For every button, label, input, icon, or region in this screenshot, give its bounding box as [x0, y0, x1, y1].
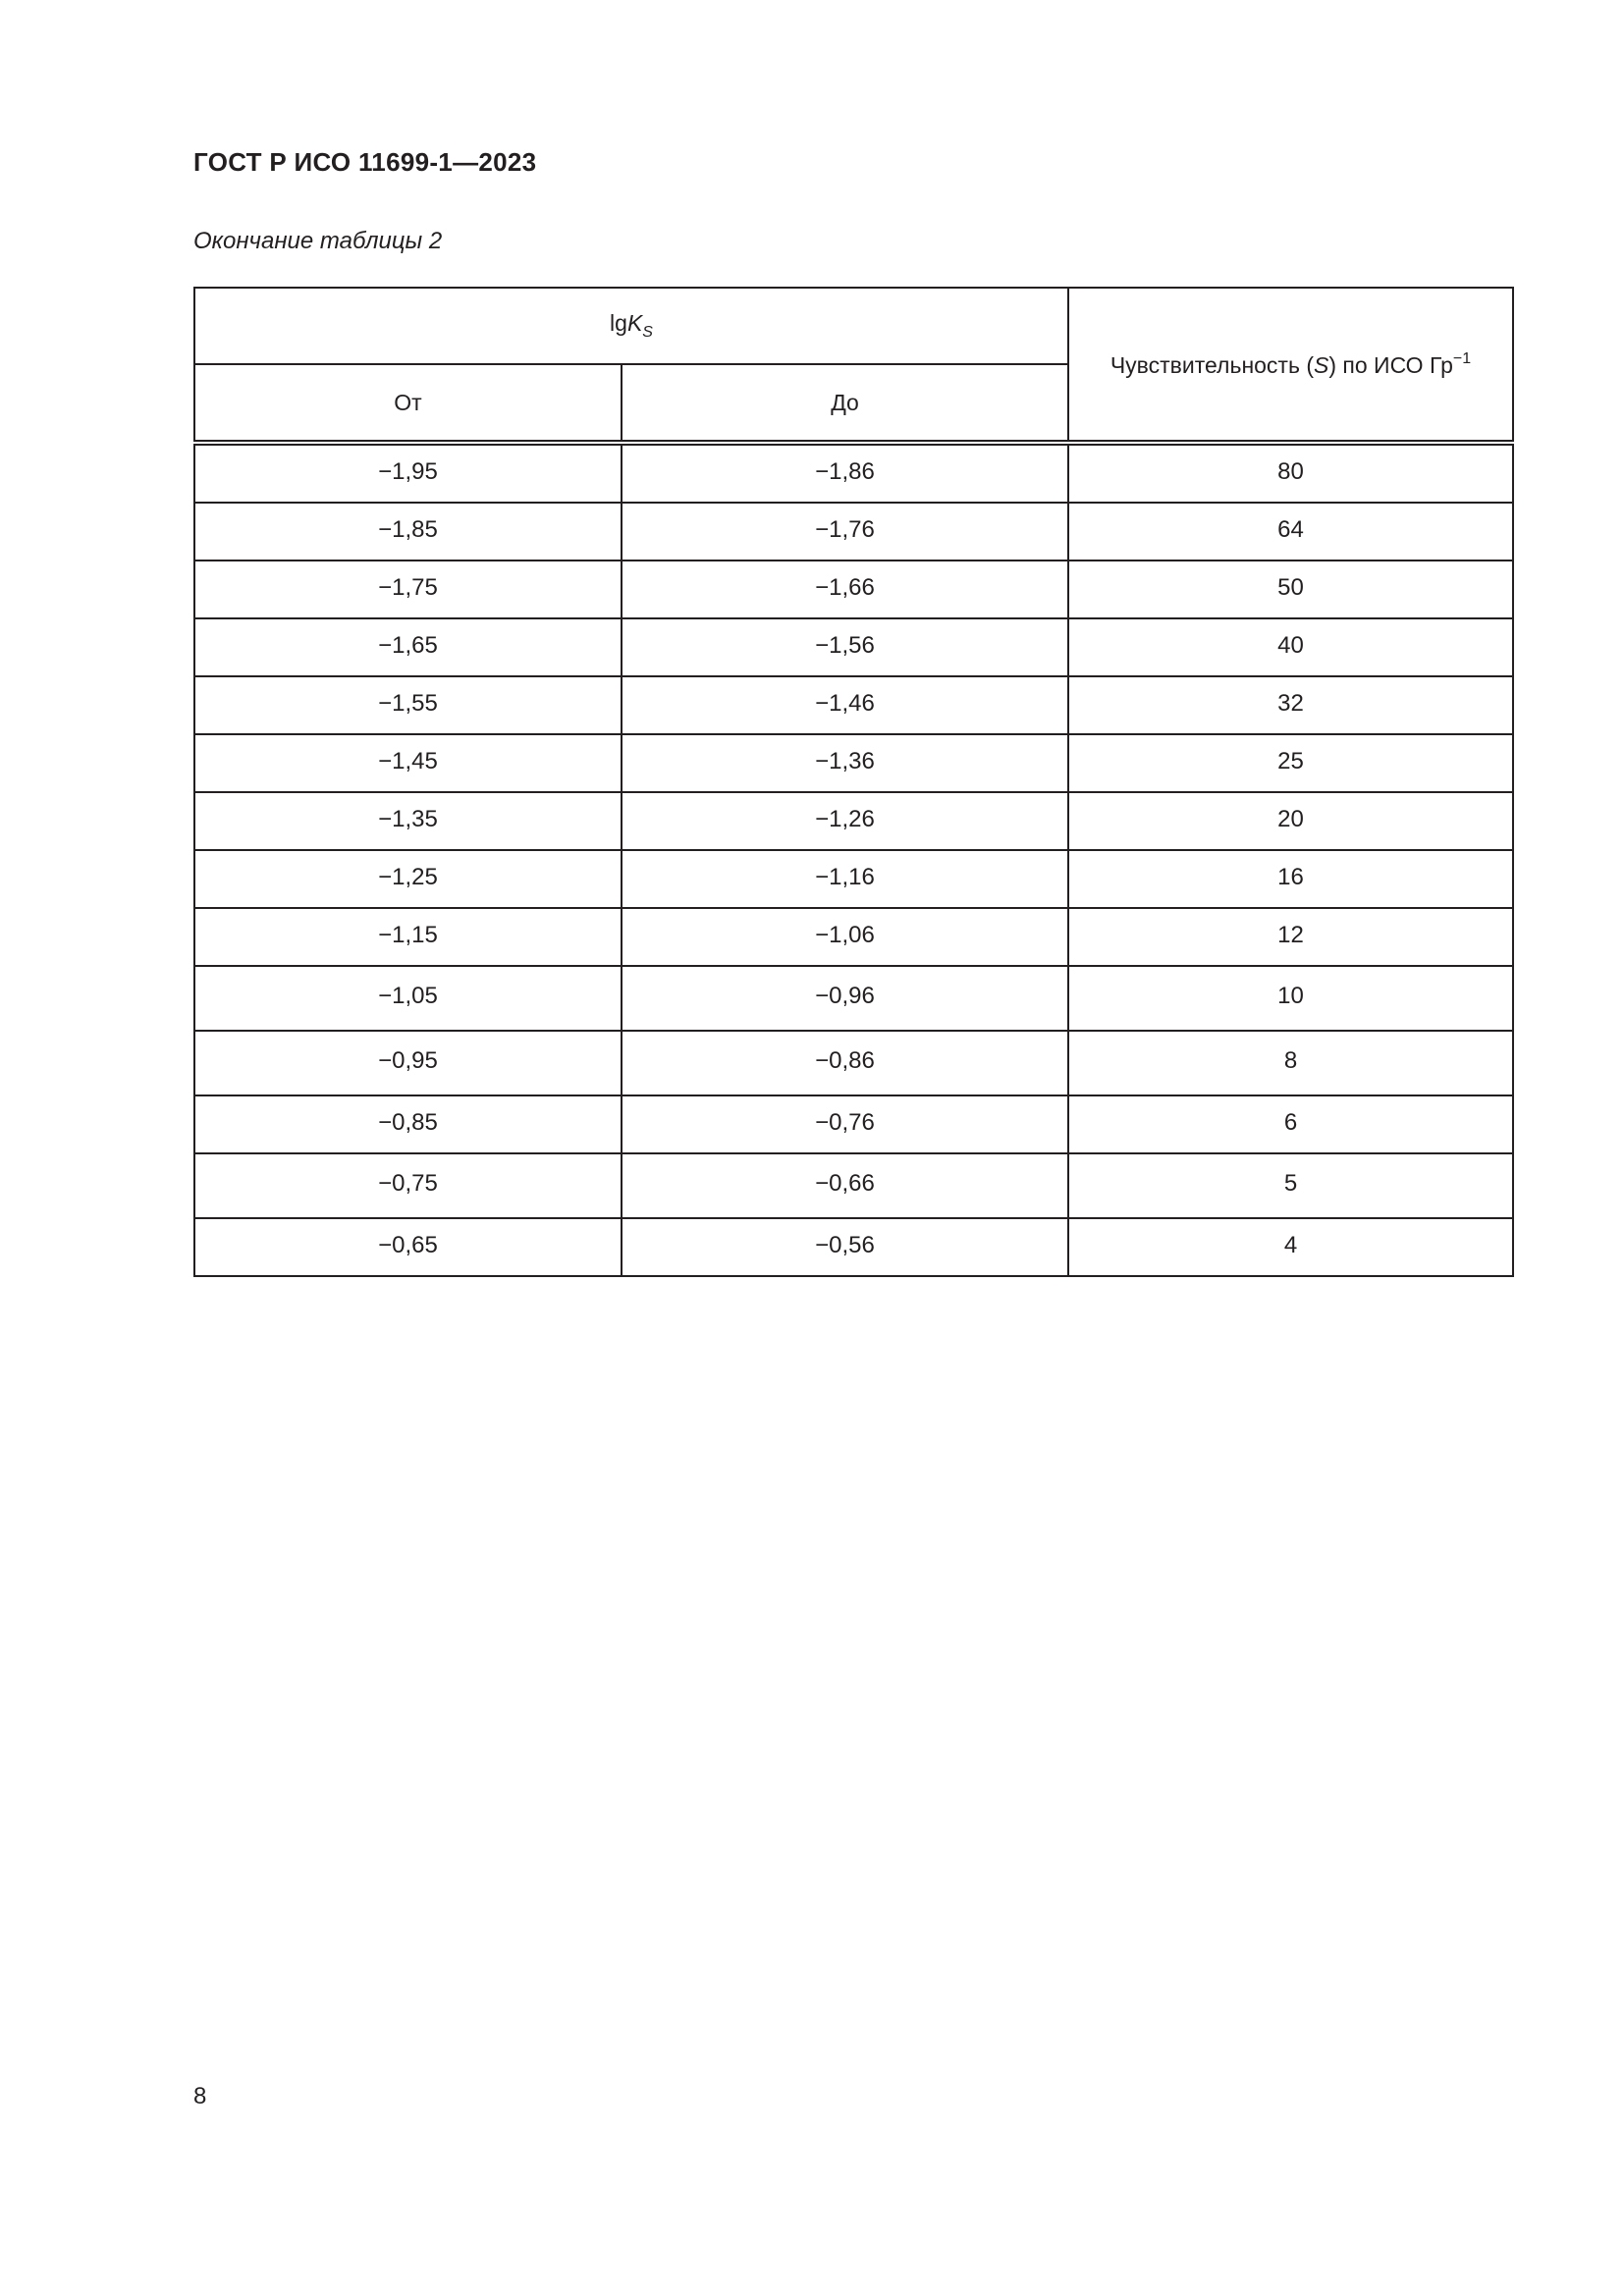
from-cell: −1,65 [194, 618, 622, 676]
from-cell: −0,65 [194, 1218, 622, 1276]
sensitivity-cell: 40 [1068, 618, 1513, 676]
from-cell: −1,95 [194, 443, 622, 503]
to-cell: −1,46 [622, 676, 1068, 734]
to-cell: −1,56 [622, 618, 1068, 676]
table-row [194, 1218, 1513, 1276]
sensitivity-cell: 20 [1068, 792, 1513, 850]
to-cell: −0,66 [622, 1153, 1068, 1218]
lgks-group-header: lgK$_S$ [194, 288, 1068, 364]
sensitivity-cell: 6 [1068, 1095, 1513, 1153]
to-cell: −0,96 [622, 966, 1068, 1031]
table-row [194, 792, 1513, 850]
table-row [194, 1095, 1513, 1153]
sensitivity-cell: 64 [1068, 503, 1513, 561]
table-row [194, 503, 1513, 561]
sensitivity-cell: 25 [1068, 734, 1513, 792]
from-cell: −0,75 [194, 1153, 622, 1218]
from-cell: −1,75 [194, 561, 622, 618]
sensitivity-table [193, 287, 1514, 1277]
from-cell: −1,05 [194, 966, 622, 1031]
sensitivity-cell: 10 [1068, 966, 1513, 1031]
table-row [194, 850, 1513, 908]
sensitivity-cell: 12 [1068, 908, 1513, 966]
from-cell: −1,25 [194, 850, 622, 908]
from-cell: −0,85 [194, 1095, 622, 1153]
table-row [194, 1153, 1513, 1218]
table-row [194, 443, 1513, 503]
to-column-header: До [622, 364, 1068, 443]
table-row [194, 734, 1513, 792]
table-row [194, 676, 1513, 734]
sensitivity-cell: 32 [1068, 676, 1513, 734]
table-caption: Окончание таблицы 2 [193, 228, 443, 254]
from-cell: −1,55 [194, 676, 622, 734]
from-cell: −1,45 [194, 734, 622, 792]
sensitivity-column-header: Чувствительность (S) по ИСО $Гр^{-1}$ [1068, 288, 1513, 443]
table-row [194, 618, 1513, 676]
from-cell: −1,35 [194, 792, 622, 850]
to-cell: −1,16 [622, 850, 1068, 908]
table-row [194, 1031, 1513, 1095]
sensitivity-cell: 5 [1068, 1153, 1513, 1218]
to-cell: −0,56 [622, 1218, 1068, 1276]
table-row [194, 966, 1513, 1031]
sensitivity-cell: 8 [1068, 1031, 1513, 1095]
to-cell: −0,76 [622, 1095, 1068, 1153]
to-cell: −1,36 [622, 734, 1068, 792]
to-cell: −1,06 [622, 908, 1068, 966]
from-cell: −1,85 [194, 503, 622, 561]
to-cell: −1,76 [622, 503, 1068, 561]
to-cell: −1,26 [622, 792, 1068, 850]
sensitivity-cell: 4 [1068, 1218, 1513, 1276]
table-row [194, 561, 1513, 618]
to-cell: −1,86 [622, 443, 1068, 503]
from-cell: −0,95 [194, 1031, 622, 1095]
sensitivity-cell: 50 [1068, 561, 1513, 618]
sensitivity-cell: 16 [1068, 850, 1513, 908]
page-number: 8 [193, 2083, 207, 2109]
sensitivity-cell: 80 [1068, 443, 1513, 503]
to-cell: −1,66 [622, 561, 1068, 618]
from-column-header: От [194, 364, 622, 443]
document-header: ГОСТ Р ИСО 11699-1—2023 [193, 147, 537, 177]
to-cell: −0,86 [622, 1031, 1068, 1095]
table-row [194, 908, 1513, 966]
from-cell: −1,15 [194, 908, 622, 966]
